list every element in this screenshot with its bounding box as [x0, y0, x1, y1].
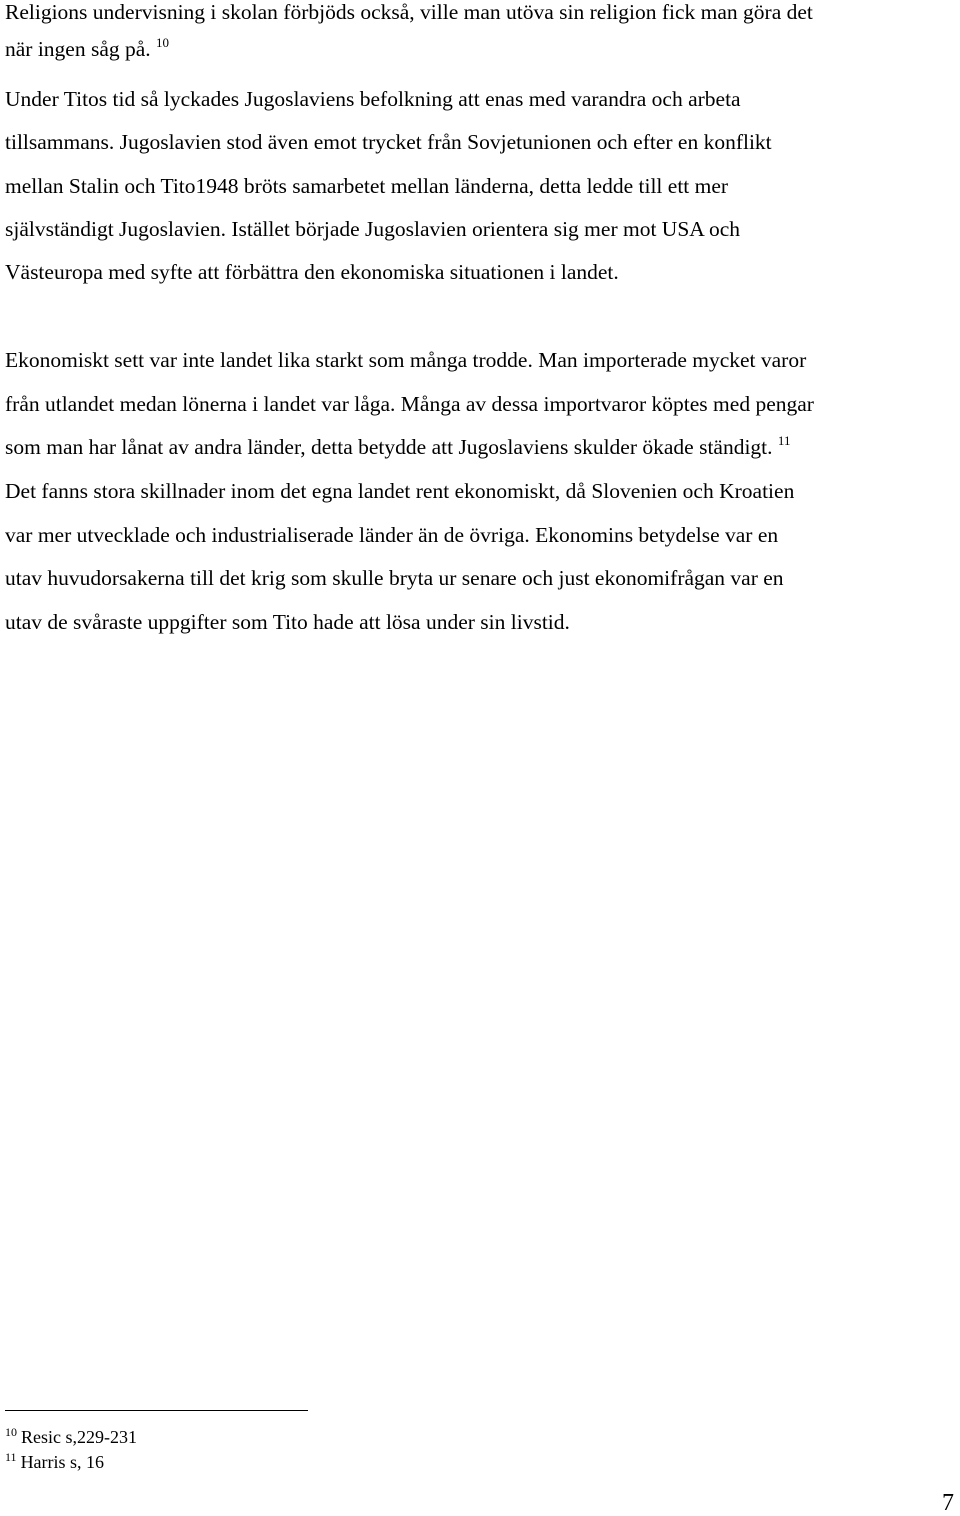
footnote-separator: [5, 1410, 308, 1411]
body-line: utav huvudorsakerna till det krig som skulle bryta ur senare och just ekonomifrågan var en: [5, 566, 784, 590]
body-line: Ekonomiskt sett var inte landet lika starkt som många trodde. Man importerade mycket varor: [5, 348, 807, 372]
body-line: tillsammans. Jugoslavien stod även emot trycket från Sovjetunionen och efter en konflikt: [5, 130, 772, 154]
body-line: utav de svåraste uppgifter som Tito hade att lösa under sin livstid.: [5, 610, 570, 634]
body-line: var mer utvecklade och industrialiserade länder än de övriga. Ekonomins betydelse var en: [5, 523, 779, 547]
footnote-text: Harris s, 16: [20, 1452, 105, 1472]
footnote-number: 11: [5, 1450, 17, 1464]
body-line: självständigt Jugoslavien. Istället började Jugoslavien orientera sig mer mot USA och: [5, 217, 741, 241]
footnote-number: 10: [5, 1425, 17, 1439]
body-line: Västeuropa med syfte att förbättra den ekonomiska situationen i landet.: [5, 260, 619, 284]
body-line: när ingen såg på. $^{10}$: [5, 35, 170, 61]
footnote-text: Resic s,229-231: [21, 1427, 137, 1447]
footnote-item: [5, 1426, 137, 1448]
page-number: 7: [942, 1490, 954, 1516]
footnote-reference[interactable]: 11: [777, 433, 791, 448]
footnote-item: [5, 1451, 104, 1473]
body-line: Det fanns stora skillnader inom det egna landet rent ekonomiskt, då Slovenien och Kroatien: [5, 479, 795, 503]
footnote-reference[interactable]: 10: [156, 35, 170, 50]
body-line: som man har lånat av andra länder, detta betydde att Jugoslaviens skulder ökade ständigt. $^{11}$: [5, 433, 791, 459]
body-line: från utlandet medan lönerna i landet var låga. Många av dessa importvaror köptes med pengar: [5, 392, 814, 416]
body-line: mellan Stalin och Tito1948 bröts samarbetet mellan länderna, detta ledde till ett mer: [5, 174, 729, 198]
body-line: Religions undervisning i skolan förbjöds också, ville man utöva sin religion fick man göra det: [5, 0, 813, 24]
body-line: Under Titos tid så lyckades Jugoslaviens befolkning att enas med varandra och arbeta: [5, 87, 741, 111]
